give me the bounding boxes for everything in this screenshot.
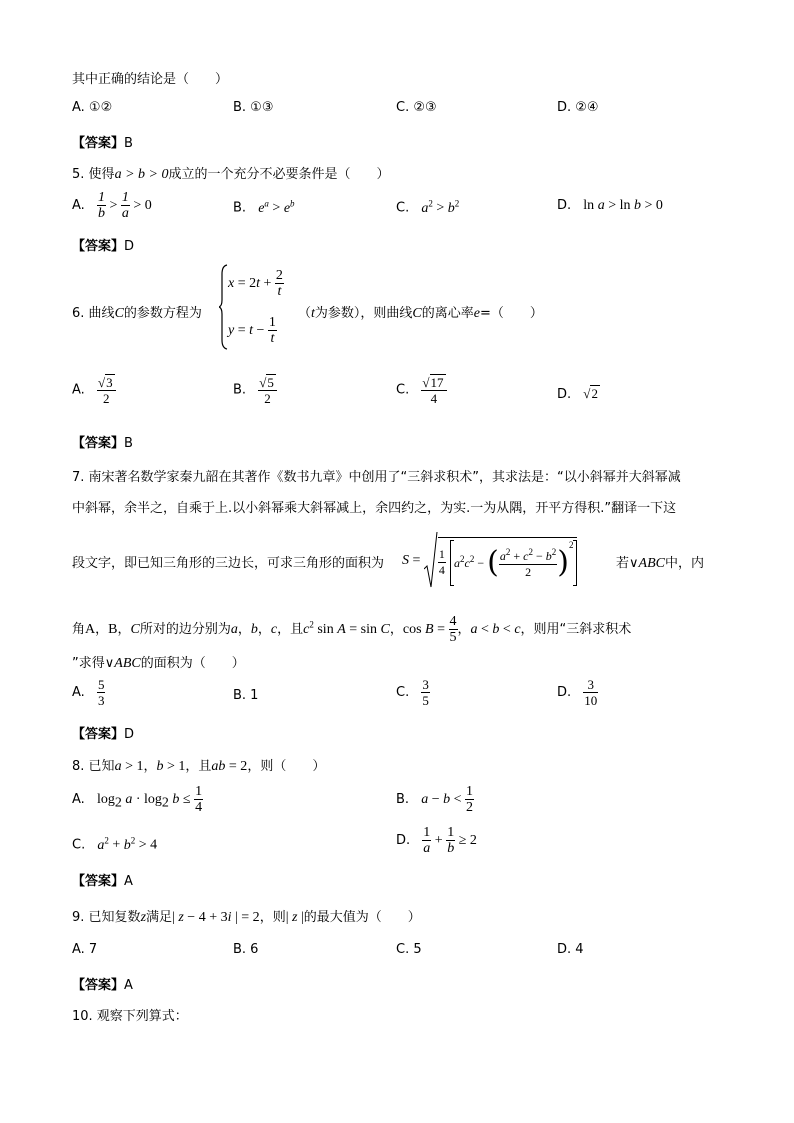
heron-formula: S = $\frac{1}{4}$ $a^2c^2$ − ( $\frac{a^2 + c^2 - b^2}{2}$ )$^2$ [402, 531, 577, 591]
q6-number: 6. [72, 306, 85, 321]
q6-stem [72, 302, 202, 322]
q9-option-d: D. 4 [557, 942, 584, 957]
option-label: A. [72, 198, 85, 213]
q7-text-2: 若∨ [616, 556, 639, 571]
q8-option-d: D. $\frac{1}{a}$ + $\frac{1}{b}$ ≥ 2 [396, 825, 477, 856]
q6-option-d: D. √2 [557, 386, 598, 402]
option-label: C. [396, 382, 410, 398]
option-label: A. [72, 792, 85, 807]
q7-text-6: ，且 [277, 622, 304, 637]
q7-line-2: 中斜幂，余半之，自乘于上.以小斜幂乘大斜幂减上，余四约之，为实.一为从隅，开平方得积.”翻译一下这 [72, 501, 677, 516]
q6-param: t [311, 306, 315, 321]
option-label: A. [72, 382, 85, 398]
equation-y: y = t − $\frac{1}{t}$ [228, 315, 276, 346]
q7-text-3: 中，内 [664, 556, 704, 571]
q5-option-c: C. $a^2 > b^2$ [396, 198, 460, 216]
q6-option-a: A. $\frac{√3}{2}$ [72, 374, 116, 406]
q8-text: 已知 [88, 759, 115, 774]
q6-curve-2: C [412, 306, 422, 321]
answer-value: D [124, 727, 135, 742]
answer-label: 【答案】 [72, 978, 125, 993]
option-label: C. [396, 200, 410, 216]
equation-x: x = 2t + $\frac{2}{t}$ [228, 268, 283, 299]
option-label: C. [72, 837, 86, 853]
q7-line-1: 7. 南宋著名数学家秦九韶在其著作《数书九章》中创用了“三斜求积术”，其求法是：“以小斜幂并大斜幂减 [72, 470, 681, 485]
q7-text-5: 所对的边分别为 [139, 622, 231, 637]
option-label: D. [557, 387, 572, 402]
q6-text-4: =（ ） [480, 306, 543, 321]
q9-number: 9. [72, 910, 85, 925]
q7-line-4: 角A，B，C所对的边分别为a，b，c，且$c^2$ sin A = sin C，cos B = $\frac{4}{5}$ ，a < b < c，则用“三斜求积术 [72, 614, 632, 645]
q6-paren: （ [298, 306, 312, 321]
q6-option-b: B. $\frac{√5}{2}$ [233, 374, 277, 406]
option-label: A. [72, 685, 85, 700]
q6-stem-tail [298, 302, 543, 322]
q5-text-post: 成立的一个充分不必要条件是（ ） [168, 167, 390, 182]
q9-option-a: A. 7 [72, 942, 98, 957]
q7-option-d: D. $\frac{3}{10}$ [557, 677, 598, 708]
q9-text-mid2: ，则 [259, 910, 286, 925]
option-label: D. [557, 198, 572, 213]
q5-stem [72, 163, 389, 183]
q6-text-3: 的离心率 [421, 306, 474, 321]
q8-text-post: ，则（ ） [247, 759, 326, 774]
q5-number: 5. [72, 167, 85, 182]
q5-answer [72, 235, 134, 254]
answer-label: 【答案】 [72, 136, 125, 151]
option-label: D. [396, 833, 411, 848]
system-brace [219, 264, 227, 350]
answer-value: B [124, 136, 133, 151]
q9-option-b: B. 6 [233, 942, 259, 957]
option-label: D. [557, 685, 572, 700]
q7-line-3-tail [616, 552, 704, 572]
q4-option-d: D. ②④ [557, 100, 599, 115]
q7-option-b: B. 1 [233, 688, 259, 703]
q6-text-2: 为参数），则曲线 [314, 306, 413, 321]
q8-stem: 8. 已知a > 1，b > 1，且ab = 2，则（ ） [72, 759, 326, 774]
q5-option-b: B. $e^a > e^b$ [233, 198, 295, 216]
q9-text-mid: 满足 [146, 910, 173, 925]
answer-label: 【答案】 [72, 727, 125, 742]
q7-option-c: C. $\frac{3}{5}$ [396, 677, 429, 708]
q8-option-a: A. $\log_2 a \cdot \log_2 b$ ≤ $\frac{1}{4}$ [72, 784, 203, 815]
q7-text-8: ”求得∨ [72, 656, 115, 671]
option-label: C. [396, 685, 410, 700]
answer-value: A [124, 978, 133, 993]
q7-text-7: ，则用“三斜求积术 [520, 622, 632, 637]
q8-option-b: B. a − b < $\frac{1}{2}$ [396, 784, 474, 815]
q7-text: 段文字，即已知三角形的三边长，可求三角形的面积为 [72, 556, 385, 571]
q6-curve: C [114, 306, 124, 321]
q6-text-mid: 的参数方程为 [123, 306, 202, 321]
q10-stem: 10. 观察下列算式： [72, 1009, 188, 1024]
q5-option-a: A. $\frac{1}{b}$ > $\frac{1}{a}$ > 0 [72, 190, 152, 221]
q8-option-c: C. $a^2 + b^2 > 4$ [72, 835, 158, 853]
q9-option-c: C. 5 [396, 942, 422, 957]
q9-answer [72, 974, 133, 993]
q5-option-d: D. ln a > ln b > 0 [557, 198, 663, 213]
q6-e: e [473, 306, 480, 321]
answer-value: D [124, 239, 135, 254]
option-label: B. [233, 200, 247, 216]
q6-answer [72, 432, 133, 451]
q7-text-9: 的面积为（ ） [140, 656, 245, 671]
q6-option-c: C. $\frac{√17}{4}$ [396, 374, 447, 406]
q8-answer [72, 870, 133, 889]
triangle-abc-2: ABC [114, 656, 141, 671]
answer-value: A [124, 874, 133, 889]
answer-value: B [124, 436, 133, 451]
q7-line-5 [72, 652, 245, 672]
q4-option-c: C. ②③ [396, 100, 437, 115]
q9-text: 已知复数 [88, 910, 141, 925]
option-label: B. [233, 382, 247, 398]
q7-line-3 [72, 552, 384, 571]
q5-condition: a > b > 0 [114, 167, 169, 182]
q6-text: 曲线 [88, 306, 115, 321]
answer-label: 【答案】 [72, 239, 125, 254]
q4-option-a: A. ①② [72, 100, 113, 115]
q5-text: 使得 [88, 167, 115, 182]
q4-answer [72, 132, 133, 151]
q9-stem: 9. 已知复数z满足| z − 4 + 3i | = 2，则| z |的最大值为（ ） [72, 910, 421, 925]
answer-label: 【答案】 [72, 436, 125, 451]
q4-stem: 其中正确的结论是（ ） [72, 72, 229, 87]
q8-number: 8. [72, 759, 85, 774]
q7-text-4: 角 [72, 622, 86, 637]
answer-label: 【答案】 [72, 874, 125, 889]
triangle-abc: ABC [638, 556, 665, 571]
q7-answer [72, 723, 134, 742]
q4-option-b: B. ①③ [233, 100, 274, 115]
option-label: B. [396, 792, 410, 807]
q7-option-a: A. $\frac{5}{3}$ [72, 677, 105, 708]
q9-text-post: 的最大值为（ ） [303, 910, 421, 925]
